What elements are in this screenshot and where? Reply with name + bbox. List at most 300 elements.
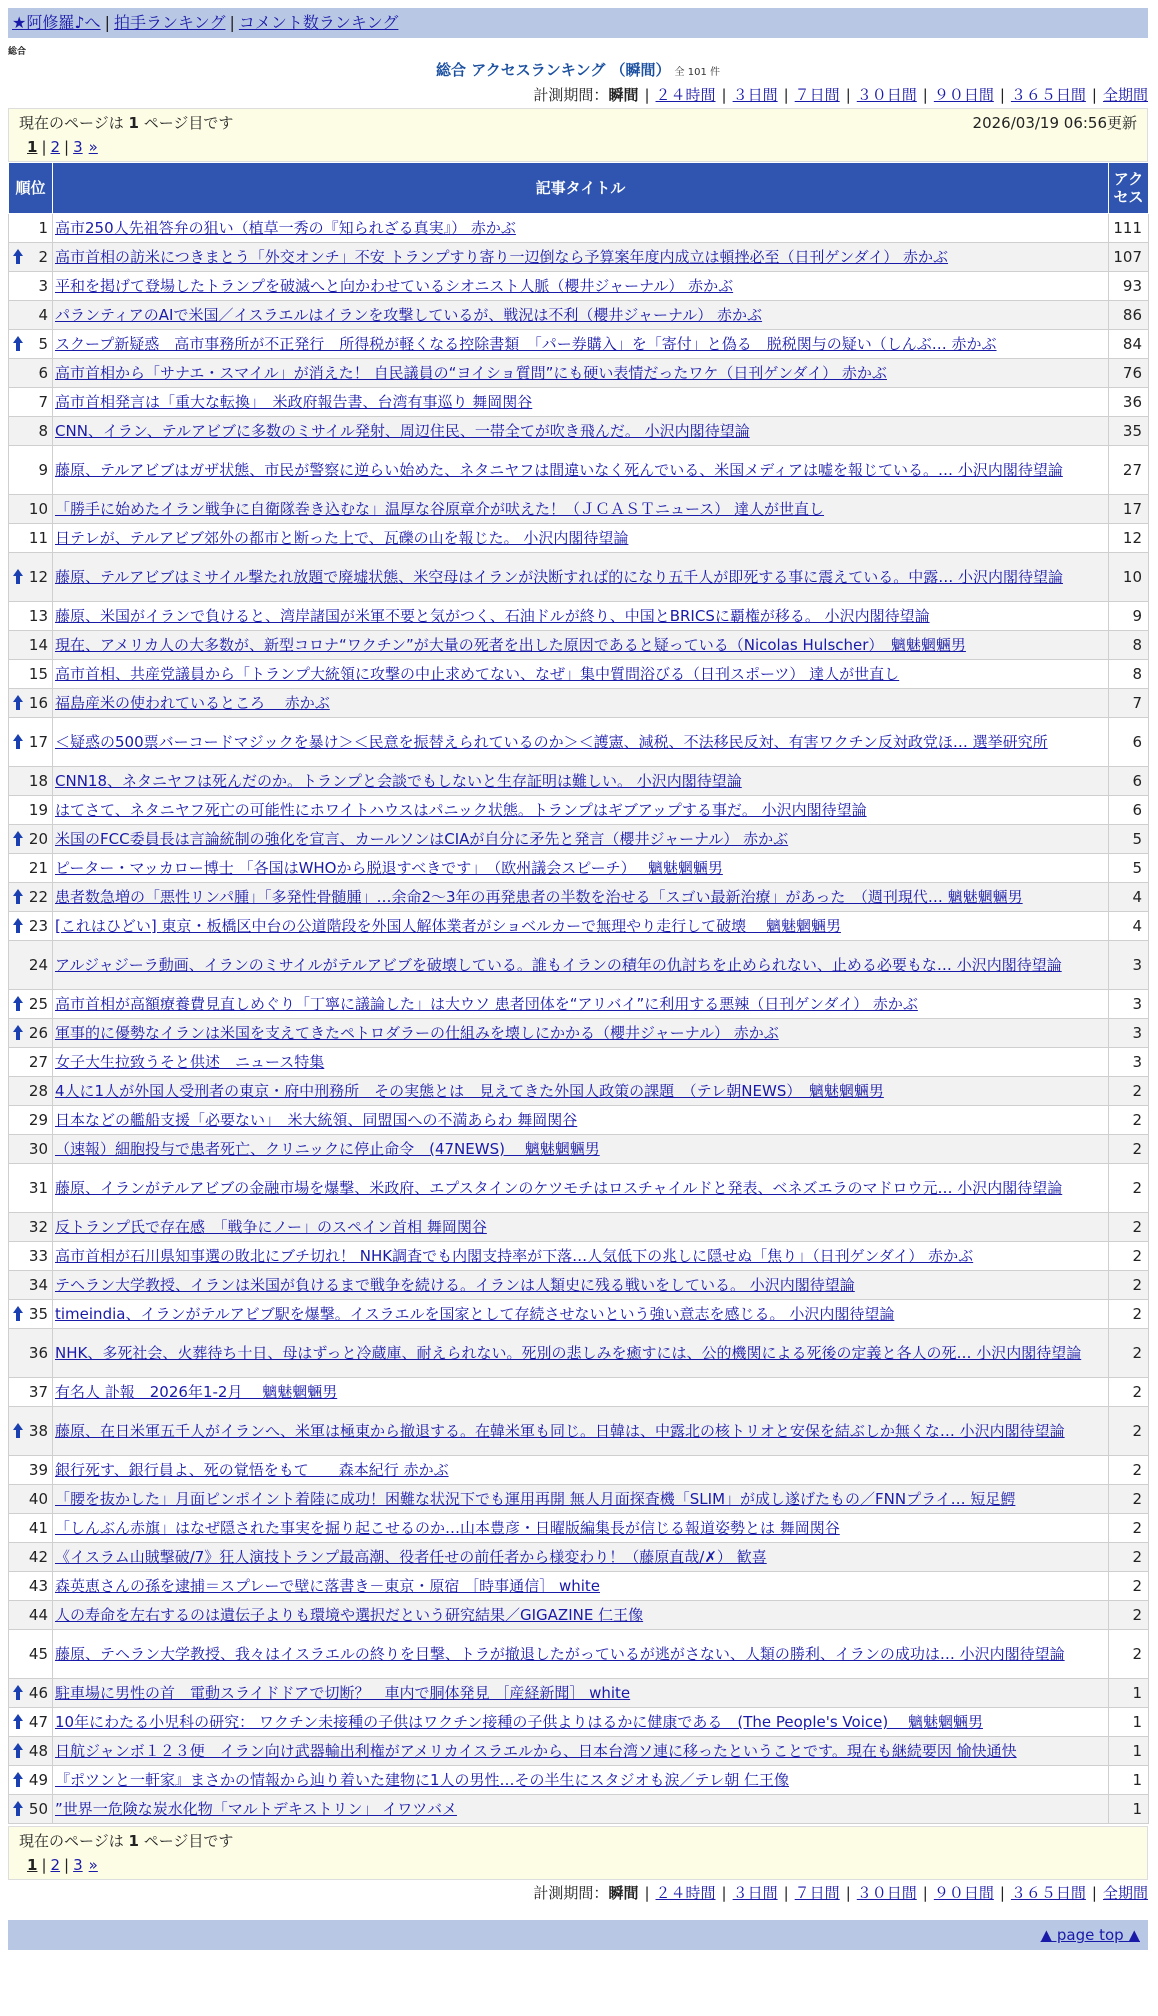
rank-number: 1	[38, 219, 48, 237]
rank-cell	[9, 602, 53, 631]
title-cell	[53, 359, 1109, 388]
period-separator: |	[644, 86, 650, 104]
table-row	[9, 1329, 1149, 1378]
rank-number: 2	[38, 248, 48, 266]
up-arrow-icon-shaft	[16, 575, 20, 584]
access-count: 2	[1109, 1514, 1149, 1543]
period-option-2[interactable]: ３日間	[732, 86, 778, 104]
title-cell	[53, 446, 1109, 495]
title-cell	[53, 1300, 1109, 1329]
rank-number: 16	[28, 694, 48, 712]
rank-number: 26	[28, 1024, 48, 1042]
article-link[interactable]: 女子大生拉致うそと供述 ニュース特集	[55, 1053, 325, 1071]
article-link[interactable]: 軍事的に優勢なイランは米国を支えてきたペトロダラーの仕組みを壊しにかかる（櫻井ジャーナル） 赤かぶ	[55, 1024, 779, 1042]
title-cell	[53, 796, 1109, 825]
article-link[interactable]: アルジャジーラ動画、イランのミサイルがテルアビブを破壊している。誰もイランの積年の仇討ちを止められない、止める必要もな… 小沢内閣待望論	[55, 956, 1062, 974]
page-top-link[interactable]: ▲ page top ▲	[1040, 1926, 1140, 1944]
period-label: 計測期間：	[533, 1884, 609, 1902]
article-link[interactable]: はてさて、ネタニヤフ死亡の可能性にホワイトハウスはパニック状態。トランプはギブアップする事だ。 小沢内閣待望論	[55, 801, 867, 819]
title-cell	[53, 1795, 1109, 1824]
rank-number: 7	[38, 393, 48, 411]
rank-number: 40	[28, 1490, 48, 1508]
home-link[interactable]: ★阿修羅♪へ	[12, 13, 101, 32]
table-row	[9, 417, 1149, 446]
title-cell	[53, 718, 1109, 767]
article-link[interactable]: 日本などの艦船支援「必要ない」 米大統領、同盟国への不満あらわ 舞岡関谷	[55, 1111, 578, 1129]
up-arrow-icon-shaft	[16, 1807, 20, 1816]
paging-box-top	[8, 108, 1148, 162]
title-cell	[53, 660, 1109, 689]
access-count: 2	[1109, 1242, 1149, 1271]
rank-cell	[9, 524, 53, 553]
rank-number: 8	[38, 422, 48, 440]
article-link[interactable]: 反トランプ氏で存在感 「戦争にノー」のスペイン首相 舞岡関谷	[55, 1218, 487, 1236]
title-header: 記事タイトル	[53, 163, 1109, 214]
table-row	[9, 1407, 1149, 1456]
access-count: 35	[1109, 417, 1149, 446]
article-link[interactable]: 藤原、テヘラン大学教授、我々はイスラエルの終りを目撃、トラが撤退したがっているが逃がさない、人類の勝利、イランの成功は… 小沢内閣待望論	[55, 1645, 1065, 1663]
table-row	[9, 1164, 1149, 1213]
updated-timestamp: 2026/03/19 06:56更新	[972, 114, 1137, 132]
article-link[interactable]: 高市首相が石川県知事選の敗北にブチ切れ！ NHK調査でも内閣支持率が下落…人気低下の兆しに隠せぬ「焦り」（日刊ゲンダイ） 赤かぶ	[55, 1247, 974, 1265]
rank-cell	[9, 359, 53, 388]
pager-separator: |	[41, 138, 47, 156]
rank-number: 34	[28, 1276, 48, 1294]
table-row	[9, 718, 1149, 767]
title-cell	[53, 912, 1109, 941]
page-link-1[interactable]: 1	[27, 138, 38, 156]
rank-cell	[9, 553, 53, 602]
article-link[interactable]: 駐車場に男性の首 電動スライドドアで切断？ 車内で胴体発見 ［産経新聞］ white	[55, 1684, 631, 1702]
period-option-6[interactable]: ３６５日間	[1010, 1884, 1086, 1902]
rank-number: 49	[28, 1771, 48, 1789]
table-row	[9, 1300, 1149, 1329]
period-option-3[interactable]: ７日間	[794, 1884, 840, 1902]
access-count: 27	[1109, 446, 1149, 495]
title-cell	[53, 243, 1109, 272]
next-page-link[interactable]: »	[88, 1856, 98, 1874]
title-cell	[53, 631, 1109, 660]
access-count: 2	[1109, 1630, 1149, 1679]
title-cell	[53, 1514, 1109, 1543]
article-link[interactable]: ピーター・マッカロー博士 「各国はWHOから脱退すべきです」 （欧州議会スピーチ） 魑魅魍魎男	[55, 859, 723, 877]
period-separator: |	[845, 86, 851, 104]
access-count: 2	[1109, 1213, 1149, 1242]
table-row	[9, 1630, 1149, 1679]
article-link[interactable]: パランティアのAIで米国／イスラエルはイランを攻撃しているが、戦況は不利（櫻井ジャーナル） 赤かぶ	[55, 306, 763, 324]
rank-number: 17	[28, 733, 48, 751]
article-link[interactable]: （速報）細胞投与で患者死亡、クリニックに停止命令 (47NEWS) 魑魅魍魎男	[55, 1140, 600, 1158]
access-count: 3	[1109, 1019, 1149, 1048]
title-cell	[53, 553, 1109, 602]
table-row	[9, 1708, 1149, 1737]
title-cell	[53, 1329, 1109, 1378]
period-option-3[interactable]: ７日間	[794, 86, 840, 104]
rank-number: 22	[28, 888, 48, 906]
rank-cell	[9, 796, 53, 825]
table-row	[9, 1795, 1149, 1824]
rank-cell	[9, 1737, 53, 1766]
table-row	[9, 767, 1149, 796]
rank-cell	[9, 941, 53, 990]
rank-number: 27	[28, 1053, 48, 1071]
applause-ranking-link[interactable]: 拍手ランキング	[113, 13, 226, 32]
table-row	[9, 1106, 1149, 1135]
access-count: 107	[1109, 243, 1149, 272]
table-row	[9, 1679, 1149, 1708]
article-link[interactable]: 『ポツンと一軒家』まさかの情報から辿り着いた建物に1人の男性…その半生にスタジオも涙／テレ朝 仁王像	[55, 1771, 790, 1789]
table-row	[9, 1048, 1149, 1077]
rank-number: 33	[28, 1247, 48, 1265]
period-separator: |	[922, 1884, 928, 1902]
access-count: 2	[1109, 1485, 1149, 1514]
article-link[interactable]: CNN、イラン、テルアビブに多数のミサイル発射、周辺住民、一帯全てが吹き飛んだ。 小沢内閣待望論	[55, 422, 750, 440]
title-cell	[53, 1135, 1109, 1164]
rank-number: 14	[28, 636, 48, 654]
article-link[interactable]: 藤原、在日米軍五千人がイランへ、米軍は極東から撤退する。在韓米軍も同じ。日韓は、中露北の核トリオと安保を結ぶしか無くな… 小沢内閣待望論	[55, 1422, 1065, 1440]
table-row	[9, 388, 1149, 417]
period-option-2[interactable]: ３日間	[732, 1884, 778, 1902]
rank-cell	[9, 1766, 53, 1795]
pager-bottom	[19, 1853, 1137, 1877]
up-arrow-icon	[13, 249, 23, 265]
article-link[interactable]: 高市首相の訪米につきまとう「外交オンチ」不安 トランプすり寄り一辺倒なら予算案年度内成立は頓挫必至（日刊ゲンダイ） 赤かぶ	[55, 248, 949, 266]
table-row	[9, 272, 1149, 301]
rank-number: 32	[28, 1218, 48, 1236]
access-count: 17	[1109, 495, 1149, 524]
title-cell	[53, 1378, 1109, 1407]
period-option-5[interactable]: ９０日間	[933, 86, 994, 104]
article-link[interactable]: テヘラン大学教授、イランは米国が負けるまで戦争を続ける。イランは人類史に残る戦いをしている。 小沢内閣待望論	[55, 1276, 855, 1294]
article-link[interactable]: 銀行死す、銀行員よ、死の覚悟をもて 森本紀行 赤かぶ	[55, 1461, 449, 1479]
up-arrow-icon-shaft	[16, 701, 20, 710]
access-count: 2	[1109, 1543, 1149, 1572]
rank-number: 48	[28, 1742, 48, 1760]
pager-separator: |	[64, 1856, 70, 1874]
page-link-2[interactable]: 2	[50, 1856, 61, 1874]
table-row	[9, 1485, 1149, 1514]
article-link[interactable]: 高市首相が高額療養費見直しめぐり「丁寧に議論した」は大ウソ 患者団体を“アリバイ”に利用する悪辣（日刊ゲンダイ） 赤かぶ	[55, 995, 918, 1013]
rank-cell	[9, 1485, 53, 1514]
comment-ranking-link[interactable]: コメント数ランキング	[238, 13, 399, 32]
rank-number: 3	[38, 277, 48, 295]
rank-number: 28	[28, 1082, 48, 1100]
up-arrow-icon	[13, 569, 23, 585]
rank-cell	[9, 1048, 53, 1077]
rank-cell	[9, 1019, 53, 1048]
table-row	[9, 301, 1149, 330]
rank-cell	[9, 1572, 53, 1601]
article-link[interactable]: 日テレが、テルアビブ郊外の都市と断った上で、瓦礫の山を報じた。 小沢内閣待望論	[55, 529, 629, 547]
article-link[interactable]: 藤原、イランがテルアビブの金融市場を爆撃、米政府、エプスタインのケツモチはロスチャイルドと発表、ベネズエラのマドロウ元… 小沢内閣待望論	[55, 1179, 1063, 1197]
rank-cell	[9, 301, 53, 330]
rank-cell	[9, 1630, 53, 1679]
article-link[interactable]: 高市250人先祖答弁の狙い（植草一秀の『知られざる真実』） 赤かぶ	[55, 219, 516, 237]
rank-cell	[9, 631, 53, 660]
access-count: 2	[1109, 1135, 1149, 1164]
nav-separator: |	[104, 13, 110, 32]
up-arrow-icon-shaft	[16, 1002, 20, 1011]
period-separator: |	[999, 1884, 1005, 1902]
rank-number: 46	[28, 1684, 48, 1702]
table-row	[9, 1271, 1149, 1300]
rank-number: 20	[28, 830, 48, 848]
table-row	[9, 1019, 1149, 1048]
rank-cell	[9, 243, 53, 272]
article-link[interactable]: 《イスラム山賊撃破/7》狂人演技トランプ最高潮、役者任せの前任者から様変わり！（藤原直哉/✗） 歓喜	[55, 1548, 767, 1566]
table-row	[9, 854, 1149, 883]
access-count: 2	[1109, 1271, 1149, 1300]
period-selector-bottom	[8, 1880, 1148, 1906]
rank-cell	[9, 417, 53, 446]
title-cell	[53, 1766, 1109, 1795]
up-arrow-icon	[13, 831, 23, 847]
access-count: 36	[1109, 388, 1149, 417]
page-link-3[interactable]: 3	[73, 1856, 83, 1874]
table-row	[9, 631, 1149, 660]
period-option-5[interactable]: ９０日間	[933, 1884, 994, 1902]
table-row	[9, 1378, 1149, 1407]
title-cell	[53, 301, 1109, 330]
rank-cell	[9, 214, 53, 243]
article-link[interactable]: 日航ジャンボ１２３便 イラン向け武器輸出利権がアメリカイスラエルから、日本台湾ソ連に移ったということです。現在も継続要因 愉快通快	[55, 1742, 1017, 1760]
access-count: 4	[1109, 883, 1149, 912]
title-cell	[53, 825, 1109, 854]
access-count: 2	[1109, 1164, 1149, 1213]
table-header-row	[9, 163, 1149, 214]
rank-cell	[9, 718, 53, 767]
rank-cell	[9, 495, 53, 524]
table-row	[9, 495, 1149, 524]
rank-number: 44	[28, 1606, 48, 1624]
article-link[interactable]: 「勝手に始めたイラン戦争に自衛隊巻き込むな」温厚な谷原章介が吠えた！（ＪＣＡＳＴニュース） 達人が世直し	[55, 500, 825, 518]
article-link[interactable]: 米国のFCC委員長は言論統制の強化を宣言、カールソンはCIAが自分に矛先と発言（櫻井ジャーナル） 赤かぶ	[55, 830, 789, 848]
page-link-3[interactable]: 3	[73, 138, 83, 156]
table-row	[9, 243, 1149, 272]
period-option-6[interactable]: ３６５日間	[1010, 86, 1086, 104]
table-row	[9, 214, 1149, 243]
period-current: 瞬間	[608, 1884, 639, 1902]
up-arrow-icon-shaft	[16, 740, 20, 749]
article-link[interactable]: ”世界一危険な炭水化物「マルトデキストリン」 イワツバメ	[55, 1800, 457, 1818]
title-cell	[53, 1572, 1109, 1601]
article-link[interactable]: CNN18、ネタニヤフは死んだのか。トランプと会談でもしないと生存証明は難しい。 小沢内閣待望論	[55, 772, 742, 790]
rank-cell	[9, 1106, 53, 1135]
title-cell	[53, 272, 1109, 301]
current-page-text: 現在のページは 1 ページ目です	[19, 114, 234, 132]
article-link[interactable]: 藤原、テルアビブはミサイル撃たれ放題で廃墟状態、米空母はイランが決断すれば的になり五千人が即死する事に震えている。中露… 小沢内閣待望論	[55, 568, 1063, 586]
article-link[interactable]: 「腰を抜かした」月面ピンポイント着陸に成功！困難な状況下でも運用再開 無人月面探査機「SLIM」が成し遂げたもの／FNNプライ… 短足鰐	[55, 1490, 1016, 1508]
rank-cell	[9, 883, 53, 912]
rank-number: 12	[28, 568, 48, 586]
up-arrow-icon-shaft	[16, 1429, 20, 1438]
article-link[interactable]: [これはひどい] 東京・板橋区中台の公道階段を外国人解体業者がショベルカーで無理やり走行して破壊 魑魅魍魎男	[55, 917, 841, 935]
period-label: 計測期間：	[533, 86, 609, 104]
access-count: 111	[1109, 214, 1149, 243]
rank-number: 43	[28, 1577, 48, 1595]
title-cell	[53, 214, 1109, 243]
up-arrow-icon	[13, 1025, 23, 1041]
table-row	[9, 553, 1149, 602]
article-link[interactable]: 高市首相発言は「重大な転換」 米政府報告書、台湾有事巡り 舞岡関谷	[55, 393, 533, 411]
rank-number: 38	[28, 1422, 48, 1440]
table-row	[9, 1543, 1149, 1572]
access-count: 3	[1109, 1048, 1149, 1077]
rank-cell	[9, 1329, 53, 1378]
article-link[interactable]: 患者数急増の「悪性リンパ腫」「多発性骨髄腫」…余命2〜3年の再発患者の半数を治せる「スゴい最新治療」があった （週刊現代… 魑魅魍魎男	[55, 888, 1023, 906]
article-link[interactable]: 高市首相から「サナエ・スマイル」が消えた！ 自民議員の“ヨイショ質問”にも硬い表情だったワケ（日刊ゲンダイ） 赤かぶ	[55, 364, 887, 382]
access-count: 5	[1109, 854, 1149, 883]
article-link[interactable]: 森英恵さんの孫を逮捕＝スプレーで壁に落書き－東京・原宿 ［時事通信］ white	[55, 1577, 600, 1595]
table-row	[9, 1737, 1149, 1766]
up-arrow-icon	[13, 1714, 23, 1730]
rank-number: 42	[28, 1548, 48, 1566]
article-link[interactable]: 10年にわたる小児科の研究： ワクチン未接種の子供はワクチン接種の子供よりはるかに健康である (The People's Voice) 魑魅魍魎男	[55, 1713, 983, 1731]
rank-number: 5	[38, 335, 48, 353]
title-cell	[53, 689, 1109, 718]
page-link-2[interactable]: 2	[50, 138, 61, 156]
table-row	[9, 1601, 1149, 1630]
rank-cell	[9, 330, 53, 359]
access-count: 2	[1109, 1378, 1149, 1407]
up-arrow-icon	[13, 996, 23, 1012]
rank-cell	[9, 1601, 53, 1630]
article-link[interactable]: 4人に1人が外国人受刑者の東京・府中刑務所 その実態とは 見えてきた外国人政策の課題 （テレ朝NEWS） 魑魅魍魎男	[55, 1082, 884, 1100]
title-cell	[53, 1679, 1109, 1708]
rank-header: 順位	[9, 163, 53, 214]
next-page-link[interactable]: »	[88, 138, 98, 156]
period-option-1[interactable]: ２４時間	[655, 1884, 716, 1902]
period-option-7[interactable]: 全期間	[1102, 1884, 1148, 1902]
access-count: 76	[1109, 359, 1149, 388]
rank-cell	[9, 1213, 53, 1242]
title-cell	[53, 1737, 1109, 1766]
title-cell	[53, 330, 1109, 359]
access-count: 2	[1109, 1407, 1149, 1456]
page-link-1[interactable]: 1	[27, 1856, 38, 1874]
access-count: 3	[1109, 941, 1149, 990]
rank-number: 31	[28, 1179, 48, 1197]
access-count: 8	[1109, 660, 1149, 689]
table-row	[9, 602, 1149, 631]
period-option-1[interactable]: ２４時間	[655, 86, 716, 104]
article-link[interactable]: 藤原、テルアビブはガザ状態、市民が警察に逆らい始めた、ネタニヤフは間違いなく死んでいる、米国メディアは嘘を報じている。… 小沢内閣待望論	[55, 461, 1063, 479]
table-row	[9, 941, 1149, 990]
rank-cell	[9, 825, 53, 854]
up-arrow-icon-shaft	[16, 1312, 20, 1321]
title-cell	[53, 1456, 1109, 1485]
period-option-7[interactable]: 全期間	[1102, 86, 1148, 104]
page-title-row	[8, 58, 1148, 82]
rank-number: 4	[38, 306, 48, 324]
up-arrow-icon-shaft	[16, 895, 20, 904]
article-link[interactable]: 平和を掲げて登場したトランプを破滅へと向かわせているシオニスト人脈（櫻井ジャーナル） 赤かぶ	[55, 277, 734, 295]
title-cell	[53, 854, 1109, 883]
rank-number: 41	[28, 1519, 48, 1537]
rank-cell	[9, 1378, 53, 1407]
period-selector-top	[8, 82, 1148, 108]
title-cell	[53, 1242, 1109, 1271]
up-arrow-icon	[13, 336, 23, 352]
rank-number: 35	[28, 1305, 48, 1323]
table-row	[9, 1766, 1149, 1795]
up-arrow-icon	[13, 695, 23, 711]
article-link[interactable]: 人の寿命を左右するのは遺伝子よりも環境や選択だという研究結果／GIGAZINE 仁王像	[55, 1606, 644, 1624]
article-link[interactable]: 藤原、米国がイランで負けると、湾岸諸国が米軍不要と気がつく、石油ドルが終り、中国とBRICSに覇権が移る。 小沢内閣待望論	[55, 607, 930, 625]
table-row	[9, 1242, 1149, 1271]
rank-cell	[9, 388, 53, 417]
table-row	[9, 1077, 1149, 1106]
page-title: 総合 アクセスランキング （瞬間）	[436, 61, 671, 79]
rank-cell	[9, 1679, 53, 1708]
article-link[interactable]: ＜疑惑の500票バーコードマジックを暴け＞＜民意を振替えられているのか＞＜護憲、減税、不法移民反対、有害ワクチン反対政党ほ… 選挙研究所	[55, 733, 1048, 751]
rank-number: 10	[28, 500, 48, 518]
rank-cell	[9, 767, 53, 796]
ranking-table	[8, 162, 1149, 1824]
rank-cell	[9, 1407, 53, 1456]
title-cell	[53, 1271, 1109, 1300]
article-link[interactable]: スクープ新疑惑 高市事務所が不正発行 所得税が軽くなる控除書類 「パー券購入」を「寄付」と偽る 脱税関与の疑い（しんぶ… 赤かぶ	[55, 335, 997, 353]
title-cell	[53, 1630, 1109, 1679]
article-link[interactable]: timeindia、イランがテルアビブ駅を爆撃。イスラエルを国家として存続させないという強い意志を感じる。 小沢内閣待望論	[55, 1305, 895, 1323]
access-count: 2	[1109, 1300, 1149, 1329]
table-row	[9, 1135, 1149, 1164]
rank-number: 45	[28, 1645, 48, 1663]
up-arrow-icon-shaft	[16, 1778, 20, 1787]
article-link[interactable]: 「しんぶん赤旗」はなぜ隠された事実を掘り起こせるのか…山本豊彦・日曜版編集長が信じる報道姿勢とは 舞岡関谷	[55, 1519, 840, 1537]
rank-number: 18	[28, 772, 48, 790]
table-row	[9, 796, 1149, 825]
rank-number: 13	[28, 607, 48, 625]
article-link[interactable]: 有名人 訃報 2026年1-2月 魑魅魍魎男	[55, 1383, 338, 1401]
current-page-text: 現在のページは 1 ページ目です	[19, 1832, 234, 1850]
access-header: アクセス	[1109, 163, 1149, 214]
period-option-4[interactable]: ３０日間	[856, 86, 917, 104]
article-link[interactable]: 福島産米の使われているところ 赤かぶ	[55, 694, 330, 712]
article-link[interactable]: 現在、アメリカ人の大多数が、新型コロナ“ワクチン”が大量の死者を出した原因であると疑っている（Nicolas Hulscher） 魑魅魍魎男	[55, 636, 966, 654]
article-link[interactable]: NHK、多死社会、火葬待ち十日、母はずっと冷蔵庫、耐えられない。死別の悲しみを癒すには、公的機関による死後の定義と各人の死… 小沢内閣待望論	[55, 1344, 1082, 1362]
rank-cell	[9, 1271, 53, 1300]
nav-separator: |	[229, 13, 235, 32]
title-cell	[53, 1213, 1109, 1242]
up-arrow-icon	[13, 1743, 23, 1759]
period-separator: |	[1091, 86, 1097, 104]
title-cell	[53, 990, 1109, 1019]
up-arrow-icon-shaft	[16, 837, 20, 846]
period-separator: |	[644, 1884, 650, 1902]
article-link[interactable]: 高市首相、共産党議員から「トランプ大統領に攻撃の中止求めてない、なぜ」集中質問浴びる（日刊スポーツ） 達人が世直し	[55, 665, 900, 683]
rank-cell	[9, 660, 53, 689]
rank-number: 30	[28, 1140, 48, 1158]
title-cell	[53, 1077, 1109, 1106]
table-row	[9, 660, 1149, 689]
title-cell	[53, 495, 1109, 524]
title-cell	[53, 524, 1109, 553]
rank-cell	[9, 1300, 53, 1329]
access-count: 84	[1109, 330, 1149, 359]
title-cell	[53, 1601, 1109, 1630]
rank-number: 21	[28, 859, 48, 877]
rank-cell	[9, 990, 53, 1019]
up-arrow-icon	[13, 918, 23, 934]
rank-number: 11	[28, 529, 48, 547]
access-count: 2	[1109, 1106, 1149, 1135]
title-cell	[53, 1048, 1109, 1077]
access-count: 6	[1109, 796, 1149, 825]
up-arrow-icon-shaft	[16, 342, 20, 351]
title-cell	[53, 883, 1109, 912]
period-option-4[interactable]: ３０日間	[856, 1884, 917, 1902]
